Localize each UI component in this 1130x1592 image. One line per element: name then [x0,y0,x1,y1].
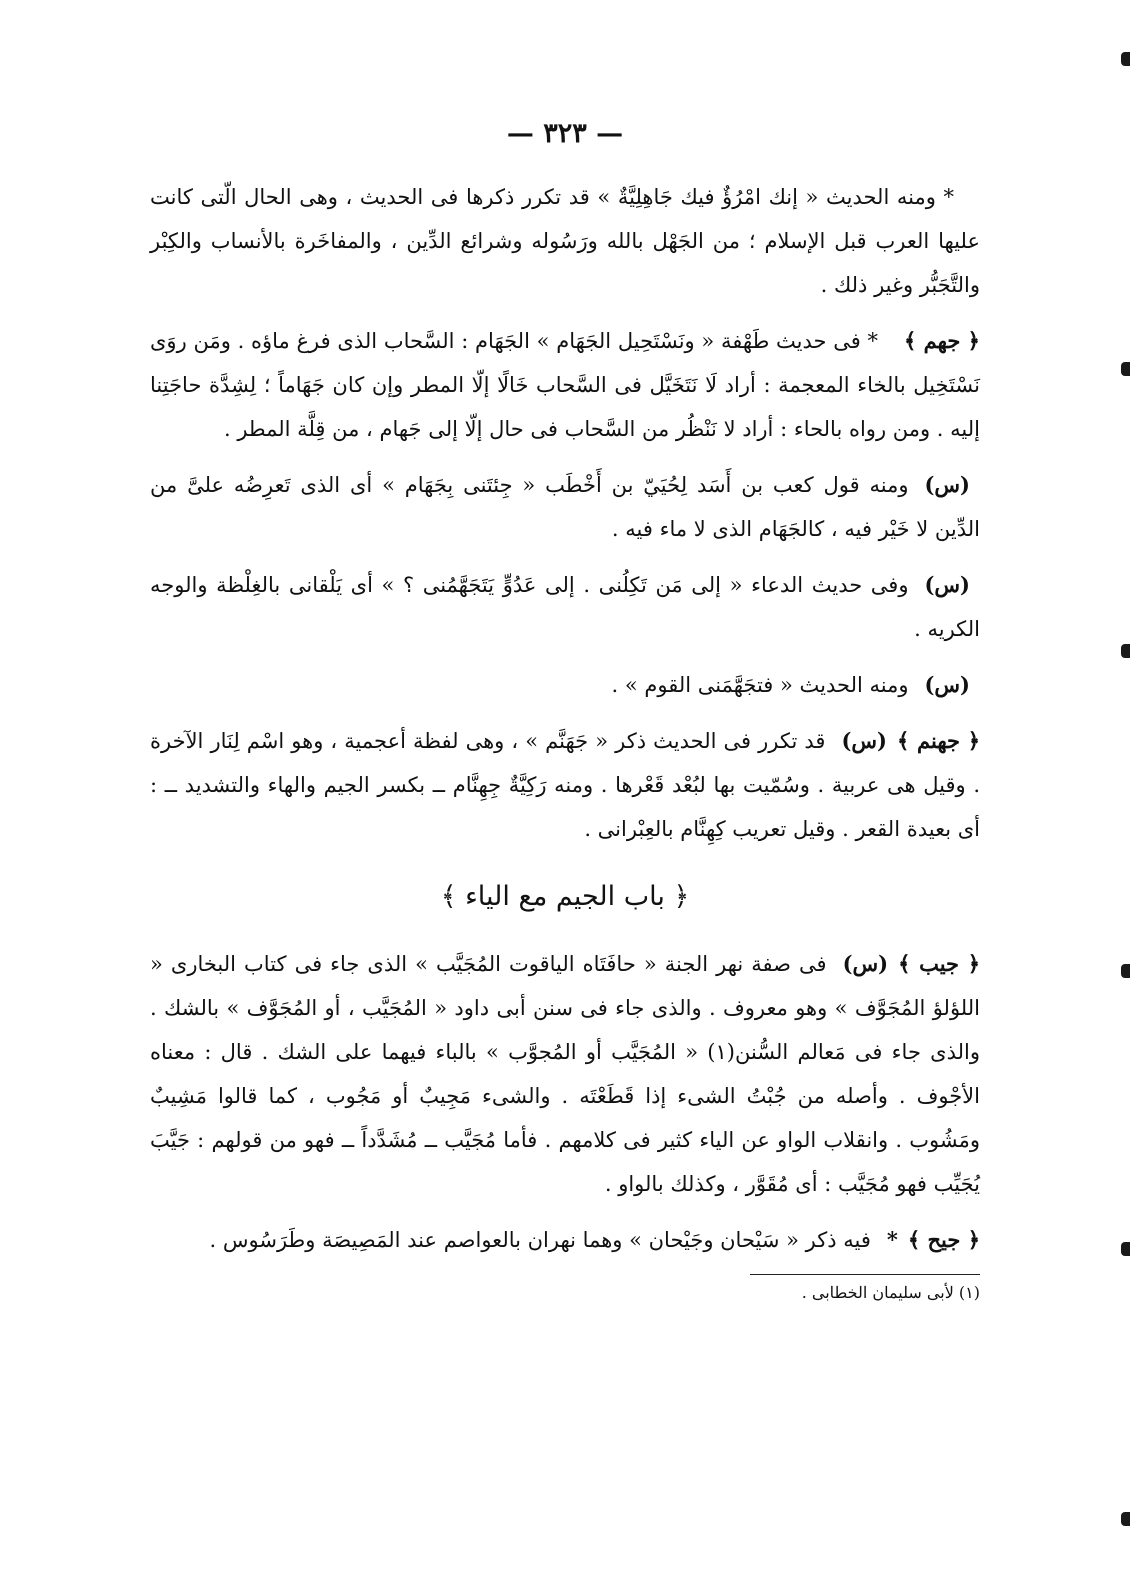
document-page [150,118,980,1305]
entry-text: * فى حديث طَهْفة « ونَسْتَحِيل الجَهَام » الجَهَام : السَّحاب الذى فرغ ماؤه . ومَن روَى نَسْتَخِيل بالخاء المعجمة : أراد لَا نَتَخَيَّل فى السَّحاب خَالًا إلّا المطر وإن كان جَهَاماً ؛ لِشِدَّة حاجَتِنا إليه . ومن رواه بالحاء : أراد لا نَنْظُر من السَّحاب فى حال إلّا إلى جَهام ، من قِلَّة المطر . [150,329,980,441]
entry-headword: ﴿ جهنم ﴾ [896,728,980,753]
entry-jahiliyya [150,175,980,307]
scan-edge-mark [1121,1512,1130,1526]
entry-text: ومنه الحديث « فتجَهَّمَنى القوم » . [611,673,909,697]
entry-source-mark: (س) [841,728,887,753]
entry-jahm-kaab [150,463,980,551]
entry-jahm-dua [150,563,980,651]
entry-jahm [150,319,980,451]
entry-headword: ﴿ جيح ﴾ [907,1227,980,1252]
entry-source-mark: (س) [842,951,889,976]
entry-headword: ﴿ جيب ﴾ [898,951,981,976]
entry-text: وفى حديث الدعاء « إلى مَن تَكِلُنى . إلى عَدُوٍّ يَتَجَهَّمُنى ؟ » أى يَلْقانى بالغِلْظة والوجه الكريه . [150,573,980,641]
entry-text: ومنه قول كعب بن أَسَد لِحُيَيّ بن أَخْطَب « جِئتَنى بِجَهَام » أى الذى تَعرِضُه علىَّ من الدِّين لا خَيْر فيه ، كالجَهَام الذى لا ماء فيه . [150,473,980,541]
entry-text: * ومنه الحديث « إنك امْرُؤٌ فيك جَاهِلِيَّةٌ » قد تكرر ذكرها فى الحديث ، وهى الحال الّتى كانت عليها العرب قبل الإسلام ؛ من الجَهْل بالله ورَسُوله وشرائع الدِّين ، والمفاخَرة بالأنساب والكِبْر والتَّجَبُّر وغير ذلك . [150,185,980,297]
entry-text: فى صفة نهر الجنة « حافَتَاه الياقوت المُجَيَّب » الذى جاء فى كتاب البخارى « اللؤلؤ المُجَوَّف » وهو معروف . والذى جاء فى سنن أبى داود « المُجَيَّب ، أو المُجَوَّف » بالشك . والذى جاء فى مَعالم السُّنن(١) « المُجَيَّب أو المُجوَّب » بالباء فيهما على الشك . قال : معناه الأجْوف . وأصله من جُبْتُ الشىء إذا قَطَعْتَه . والشىء مَجِيبٌ أو مَجُوب ، كما قالوا مَشِيبٌ ومَشُوب . وانقلاب الواو عن الياء كثير فى كلامهم . فأما مُجَيَّب ــ مُشَدَّداً ــ فهو من قولهم : جَيَّبَ يُجَيِّب فهو مُجَيَّب : أى مُقَوَّر ، وكذلك بالواو . [150,952,981,1196]
section-title: ﴿ باب الجيم مع الياء ﴾ [440,881,690,912]
scan-edge-mark [1121,52,1130,66]
entry-source-mark: (س) [924,672,970,697]
entry-jahm-qawm [150,663,980,707]
scan-edge-mark [1121,362,1130,376]
entry-jayb [150,942,980,1206]
scan-edge-mark [1121,1242,1130,1256]
entry-headword: ﴿ جهم ﴾ [904,328,980,353]
entry-text: فيه ذكر « سَيْحان وجَيْحان » وهما نهران بالعواصم عند المَصِيصَة وطَرَسُوس . [209,1228,871,1252]
footnote: (١) لأبى سليمان الخطابى . [801,1283,980,1302]
entry-jayh [150,1218,980,1262]
scan-edge-mark [1121,964,1130,978]
entry-source-mark: (س) [924,572,970,597]
entry-jahannam [150,719,980,851]
entry-text: قد تكرر فى الحديث ذكر « جَهَنَّم » ، وهى لفظة أعجمية ، وهو اسْم لِنَار الآخرة . وقيل هى عربية . وسُمّيت بها لبُعْد قَعْرها . ومنه رَكِيَّةٌ جِهِنَّام ــ بكسر الجيم والهاء والتشديد ــ : أى بعيدة القعر . وقيل تعريب كِهِنَّام بالعِبْرانى . [150,729,980,841]
entry-source-mark: * [886,1227,898,1252]
footnote-divider [750,1274,980,1275]
scan-edge-mark [1121,644,1130,658]
entry-source-mark: (س) [924,472,970,497]
page-number: — ٣٢٣ — [506,118,624,149]
